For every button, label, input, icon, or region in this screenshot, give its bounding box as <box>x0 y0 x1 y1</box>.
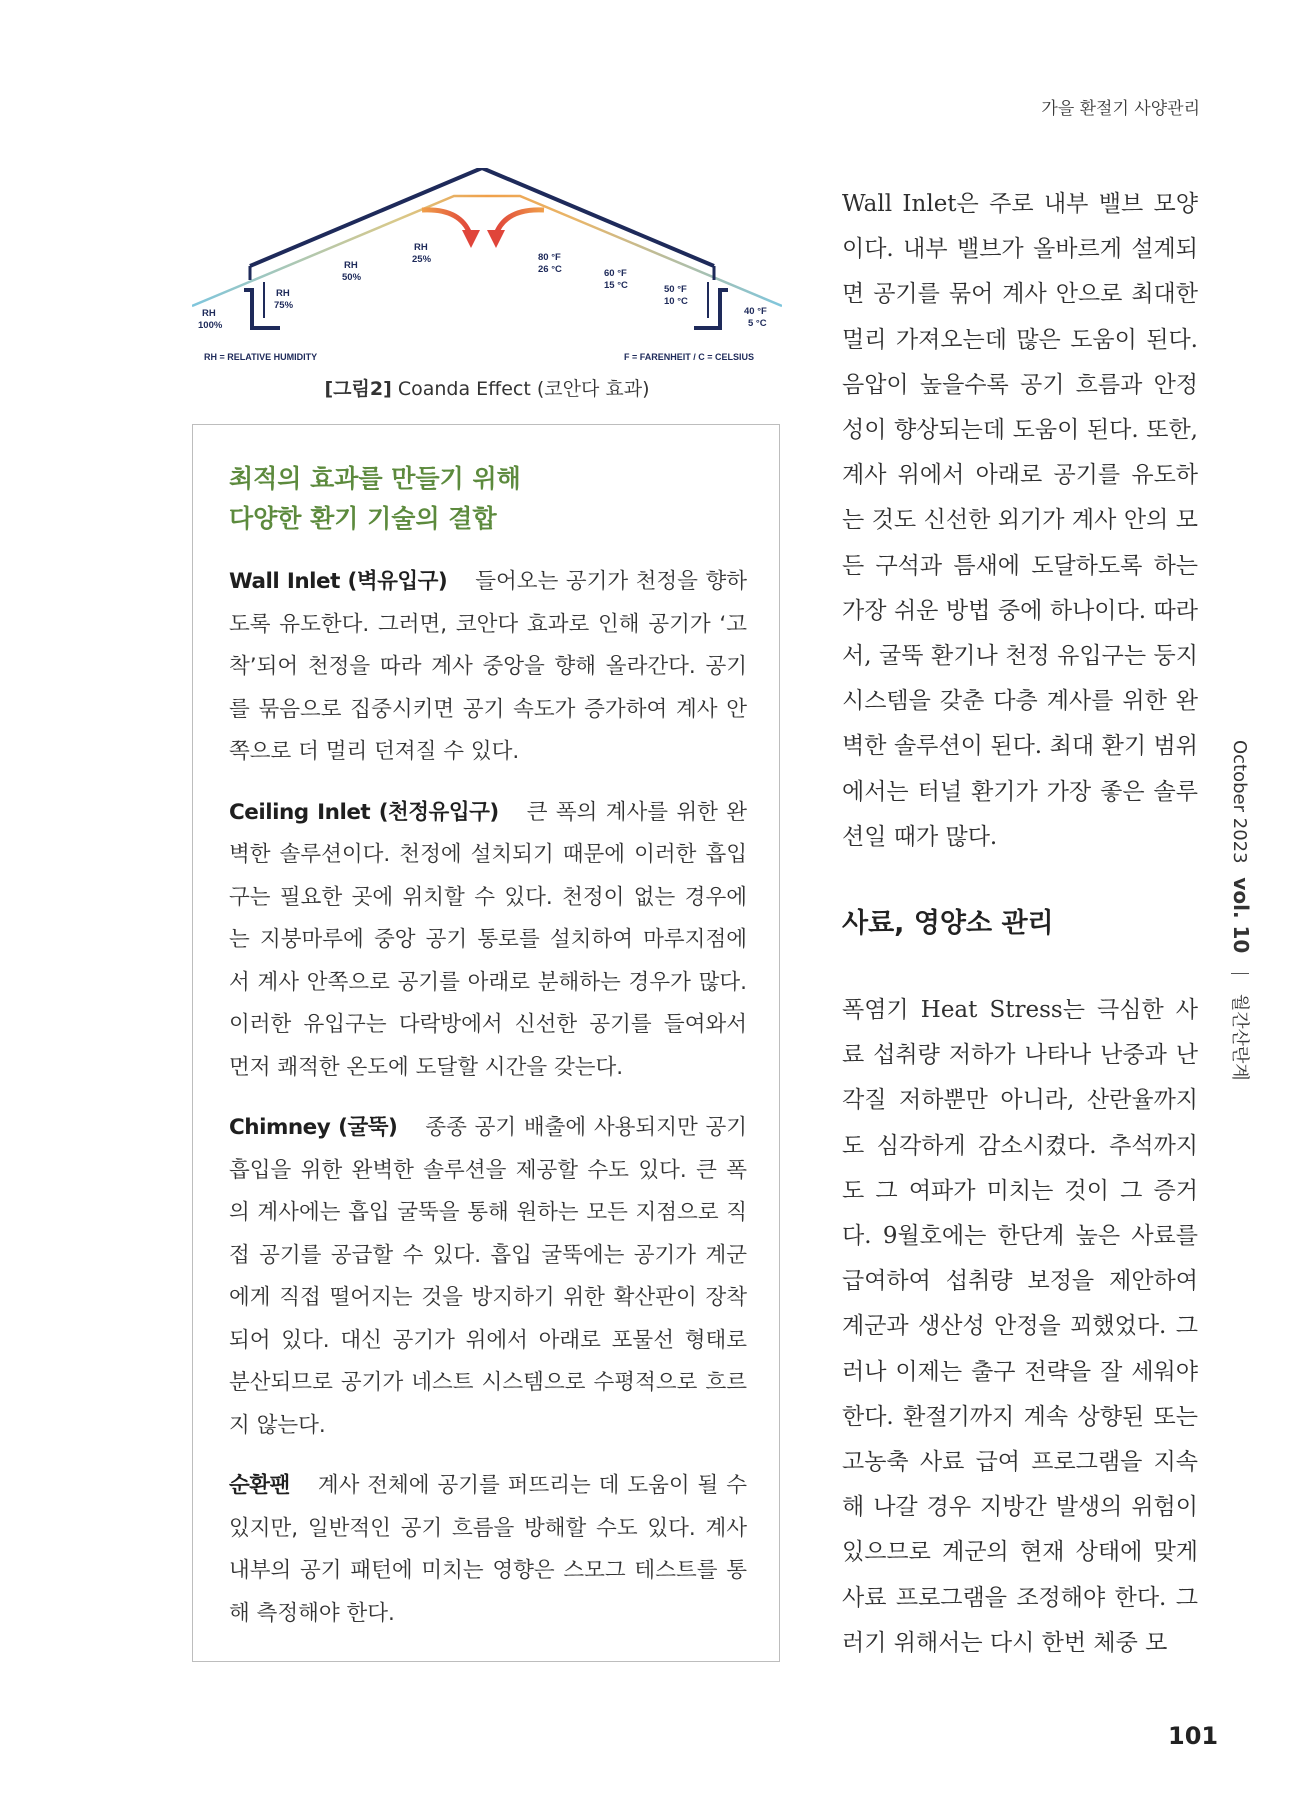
label-t80c: 26 °C <box>538 264 562 275</box>
airflow-arrow-right-head <box>487 230 505 248</box>
label-rh75-value: 75% <box>274 300 294 311</box>
label-t50c: 10 °C <box>664 296 688 307</box>
label-t60f: 60 °F <box>604 268 627 279</box>
entry-text: 들어오는 공기가 천정을 향하도록 유도한다. 그러면, 코안다 효과로 인해 공기가 ‘고착’되어 천정을 따라 계사 중앙을 향해 올라간다. 공기를 묶음으로 집중시키면 공기 속도가 증가하여 계사 안 쪽으로 더 멀리 던져질 수 있다. <box>229 569 747 764</box>
figure-caption <box>192 374 782 401</box>
section-title: 사료, 영양소 관리 <box>842 908 1054 940</box>
side-divider <box>1231 973 1249 974</box>
figure-caption-text: Coanda Effect (코안다 효과) <box>391 378 650 400</box>
label-rh25-value: 25% <box>412 254 432 265</box>
issue-date: October 2023 <box>1229 740 1250 864</box>
entry-term: Chimney (굴뚝) <box>229 1115 398 1140</box>
label-t60c: 15 °C <box>604 280 628 291</box>
label-t40f: 40 °F <box>744 306 767 317</box>
body-paragraph-1: Wall Inlet은 주로 내부 밸브 모양이다. 내부 밸브가 올바르게 설계되면 공기를 묶어 계사 안으로 최대한 멀리 가져오는데 많은 도움이 된다. 음압이 높을수록 공기 흐름과 안정성이 향상되는데 도움이 된다. 또한, 계사 위에서 아래로 공기를 유도하는 것도 신선한 외기가 계사 안의 모든 구석과 틈새에 도달하도록 하는 가장 쉬운 방법 중에 하나이다. 따라서, 굴뚝 환기나 천정 유입구는 둥지 시스템을 갖춘 다층 계사를 위한 완벽한 솔루션이 된다. 최대 환기 범위에서는 터널 환기가 가장 좋은 솔루션일 때가 많다. <box>842 191 1198 850</box>
label-rh100: RH <box>202 308 216 319</box>
entry-wall-inlet <box>229 561 747 774</box>
label-rh50: RH <box>344 260 358 271</box>
box-title-line1: 최적의 효과를 만들기 위해 <box>229 464 521 493</box>
magazine-name: 월간산란계 <box>1229 993 1250 1081</box>
entry-ceiling-inlet <box>229 792 747 1090</box>
box-title <box>229 459 747 539</box>
legend-humidity: RH = RELATIVE HUMIDITY <box>204 352 318 362</box>
entry-term: 순환팬 <box>229 1473 290 1498</box>
label-t40c: 5 °C <box>748 318 767 329</box>
entry-chimney <box>229 1107 747 1447</box>
label-t50f: 50 °F <box>664 284 687 295</box>
label-rh50-value: 50% <box>342 272 362 283</box>
label-rh100-value: 100% <box>198 320 223 331</box>
airflow-arrow-left-head <box>462 230 480 248</box>
legend-temperature: F = FARENHEIT / C = CELSIUS <box>624 352 755 362</box>
issue-side-label <box>1228 740 1254 1081</box>
label-t80f: 80 °F <box>538 252 561 263</box>
running-header: 가을 환절기 사양관리 <box>1041 99 1200 119</box>
wall-inlet-right <box>694 290 728 328</box>
main-text-column <box>842 182 1198 1666</box>
entry-text: 종종 공기 배출에 사용되지만 공기 흡입을 위한 완벽한 솔루션을 제공할 수도 있다. 큰 폭의 계사에는 흡입 굴뚝을 통해 원하는 모든 지점으로 직접 공기를 공급할 수 있다. 흡입 굴뚝에는 공기가 계군에게 직접 떨어지는 것을 방지하기 위한 확산판이 장착되어 있다. 대신 공기가 위에서 아래로 포물선 형태로 분산되므로 공기가 네스트 시스템으로 수평적으로 흐르지 않는다. <box>229 1115 747 1438</box>
ventilation-techniques-box <box>192 424 780 1662</box>
entry-term: Ceiling Inlet (천정유입구) <box>229 799 499 825</box>
issue-volume: vol. 10 <box>1229 877 1253 954</box>
entry-text: 계사 전체에 공기를 퍼뜨리는 데 도움이 될 수 있지만, 일반적인 공기 흐름을 방해할 수도 있다. 계사 내부의 공기 패턴에 미치는 영향은 스모그 테스트를 통해 측정해야 한다. <box>229 1473 747 1626</box>
label-rh75: RH <box>276 288 290 299</box>
entry-term: Wall Inlet (벽유입구) <box>229 569 448 594</box>
coanda-diagram <box>192 168 782 368</box>
box-title-line2: 다양한 환기 기술의 결합 <box>229 504 497 533</box>
page-number: 101 <box>1168 1722 1219 1750</box>
figure-caption-label: [그림2] <box>324 378 392 400</box>
label-rh25: RH <box>414 242 428 253</box>
body-paragraph-2: 폭염기 Heat Stress는 극심한 사료 섭취량 저하가 나타나 난중과 난각질 저하뿐만 아니라, 산란율까지도 심각하게 감소시켰다. 추석까지도 그 여파가 미치는 것이 그 증거다. 9월호에는 한단계 높은 사료를 급여하여 섭취량 보정을 제안하여 계군과 생산성 안정을 꾀했었다. 그러나 이제는 출구 전략을 잘 세워야 한다. 환절기까지 계속 상향된 또는 고농축 사료 급여 프로그램을 지속해 나갈 경우 지방간 발생의 위험이 있으므로 계군의 현재 상태에 맞게 사료 프로그램을 조정해야 한다. 그러기 위해서는 다시 한번 체중 모 <box>842 997 1198 1656</box>
entry-circulation-fan <box>229 1465 747 1635</box>
entry-text: 큰 폭의 계사를 위한 완벽한 솔루션이다. 천정에 설치되기 때문에 이러한 흡입구는 필요한 곳에 위치할 수 있다. 천정이 없는 경우에는 지붕마루에 중앙 공기 통로를 설치하여 마루지점에서 계사 안쪽으로 공기를 아래로 분해하는 경우가 많다. 이러한 유입구는 다락방에서 신선한 공기를 들여와서 먼저 쾌적한 온도에 도달할 시간을 갖는다. <box>229 799 748 1080</box>
